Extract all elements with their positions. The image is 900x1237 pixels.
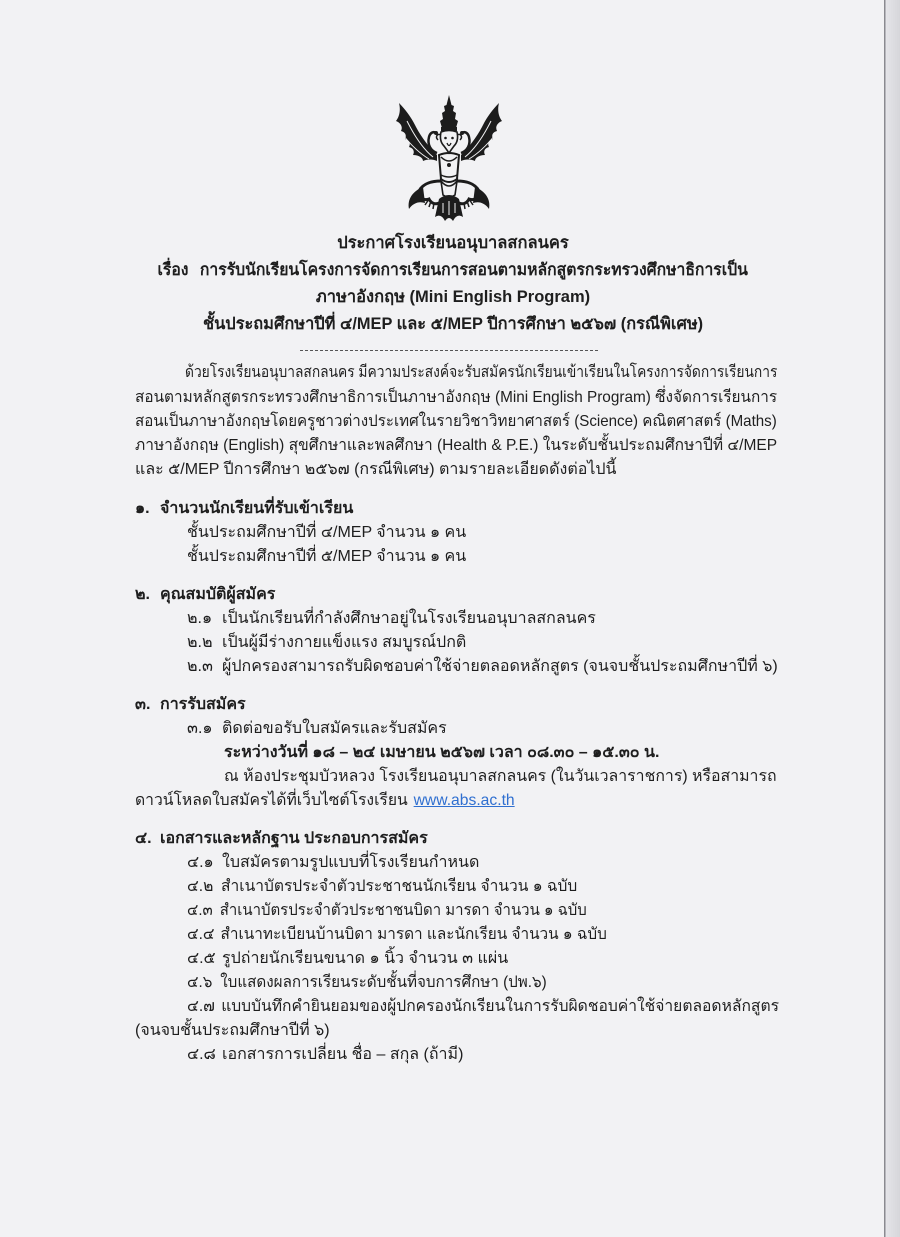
subject-label: เรื่อง	[157, 261, 189, 279]
section-title: คุณสมบัติผู้สมัคร	[160, 586, 276, 603]
list-item	[187, 851, 479, 875]
item-text: สำเนาทะเบียนบ้านบิดา มารดา และนักเรียน จำนวน ๑ ฉบับ	[220, 926, 607, 943]
subject-line-2: ภาษาอังกฤษ (Mini English Program)	[315, 288, 591, 306]
subject-line-1	[158, 258, 748, 282]
intro-line-3: สอนเป็นภาษาอังกฤษโดยครูชาวต่างประเทศในรายวิชาวิทยาศาสตร์ (Science) คณิตศาสตร์ (Maths)	[135, 413, 777, 430]
item-number: ๔.๒	[187, 878, 214, 895]
section-1-heading	[135, 497, 353, 521]
section-title: เอกสารและหลักฐาน ประกอบการสมัคร	[160, 830, 428, 847]
list-item	[187, 971, 547, 995]
list-item	[187, 947, 508, 971]
list-item: ชั้นประถมศึกษาปีที่ ๔/MEP จำนวน ๑ คน	[187, 524, 467, 541]
list-item	[187, 631, 466, 655]
subject-line-3: ชั้นประถมศึกษาปีที่ ๔/MEP และ ๕/MEP ปีการศึกษา ๒๕๖๗ (กรณีพิเศษ)	[202, 315, 704, 333]
list-item: ชั้นประถมศึกษาปีที่ ๕/MEP จำนวน ๑ คน	[187, 548, 467, 565]
subject-row-2	[6, 285, 900, 309]
list-item	[187, 655, 778, 679]
application-period: ระหว่างวันที่ ๑๘ – ๒๔ เมษายน ๒๕๖๗ เวลา ๐๘.๓๐ – ๑๕.๓๐ น.	[224, 744, 660, 761]
item-text: ผู้ปกครองสามารถรับผิดชอบค่าใช้จ่ายตลอดหลักสูตร (จนจบชั้นประถมศึกษาปีที่ ๖)	[222, 658, 778, 675]
item-number: ๒.๑	[187, 610, 213, 627]
section-number: ๔.	[135, 830, 152, 847]
section-title: จำนวนนักเรียนที่รับเข้าเรียน	[160, 500, 354, 517]
item-text: เอกสารการเปลี่ยน ชื่อ – สกุล (ถ้ามี)	[222, 1046, 464, 1063]
location-line-2	[135, 789, 515, 813]
item-number: ๓.๑	[187, 720, 213, 737]
item-number: ๒.๒	[187, 634, 213, 651]
item-number: ๒.๓	[187, 658, 213, 675]
section-title: การรับสมัคร	[160, 696, 246, 713]
announcement-title-row	[6, 231, 900, 255]
section-4-heading	[135, 827, 428, 851]
item-number: ๔.๕	[187, 950, 216, 967]
list-item	[187, 717, 447, 741]
item-text: สำเนาบัตรประจำตัวประชาชนบิดา มารดา จำนวน ๑ ฉบับ	[219, 902, 587, 919]
item-text: ติดต่อขอรับใบสมัครและรับสมัคร	[222, 720, 447, 737]
scan-edge	[884, 0, 900, 1237]
item-number: ๔.๖	[187, 974, 213, 991]
item-text: ใบสมัครตามรูปแบบที่โรงเรียนกำหนด	[222, 854, 480, 871]
garuda-emblem	[393, 95, 505, 228]
section-number: ๒.	[135, 586, 150, 603]
list-item	[187, 923, 607, 947]
item-text: เป็นนักเรียนที่กำลังศึกษาอยู่ในโรงเรียนอนุบาลสกลนคร	[222, 610, 596, 627]
list-item	[187, 995, 779, 1019]
item-number: ๔.๑	[187, 854, 214, 871]
header-divider	[300, 350, 598, 351]
section-2-heading	[135, 583, 275, 607]
subject-row-3	[6, 312, 900, 336]
location-line-1: ณ ห้องประชุมบัวหลวง โรงเรียนอนุบาลสกลนคร (ในวันเวลาราชการ) หรือสามารถ	[224, 768, 777, 785]
subject-row	[6, 258, 900, 282]
intro-line-2: สอนตามหลักสูตรกระทรวงศึกษาธิการเป็นภาษาอังกฤษ (Mini English Program) ซึ่งจัดการเรียนการ	[135, 389, 778, 406]
section-3-heading	[135, 693, 246, 717]
intro-line-1: ด้วยโรงเรียนอนุบาลสกลนคร มีความประสงค์จะรับสมัครนักเรียนเข้าเรียนในโครงการจัดการเรียนการ	[185, 364, 778, 381]
item-number: ๔.๗	[187, 998, 215, 1015]
subject-text: การรับนักเรียนโครงการจัดการเรียนการสอนตามหลักสูตรกระทรวงศึกษาธิการเป็น	[200, 261, 749, 279]
item-number: ๔.๘	[187, 1046, 216, 1063]
list-item	[187, 607, 596, 631]
list-item	[187, 1043, 463, 1067]
item-number: ๔.๓	[187, 902, 213, 919]
item-text: รูปถ่ายนักเรียนขนาด ๑ นิ้ว จำนวน ๓ แผ่น	[222, 950, 509, 967]
item-text: เป็นผู้มีร่างกายแข็งแรง สมบูรณ์ปกติ	[222, 634, 467, 651]
section-number: ๑.	[135, 500, 150, 517]
list-item	[187, 899, 587, 923]
intro-line-4: ภาษาอังกฤษ (English) สุขศึกษาและพลศึกษา (Health & P.E.) ในระดับชั้นประถมศึกษาปีที่ ๔/MEP	[135, 437, 778, 454]
item-text: แบบบันทึกคำยินยอมของผู้ปกครองนักเรียนในการรับผิดชอบค่าใช้จ่ายตลอดหลักสูตร	[221, 998, 780, 1015]
item-number: ๔.๔	[187, 926, 215, 943]
intro-line-5: และ ๕/MEP ปีการศึกษา ๒๕๖๗ (กรณีพิเศษ) ตามรายละเอียดดังต่อไปนี้	[135, 461, 617, 478]
list-item	[187, 875, 577, 899]
website-link[interactable]: www.abs.ac.th	[413, 792, 515, 809]
announcement-title: ประกาศโรงเรียนอนุบาลสกลนคร	[337, 234, 569, 252]
download-text: ดาวน์โหลดใบสมัครได้ที่เว็บไซต์โรงเรียน	[135, 792, 408, 809]
item-text: ใบแสดงผลการเรียนระดับชั้นที่จบการศึกษา (ปพ.๖)	[220, 974, 547, 991]
list-item-continuation: (จนจบชั้นประถมศึกษาปีที่ ๖)	[135, 1022, 330, 1039]
item-text: สำเนาบัตรประจำตัวประชาชนนักเรียน จำนวน ๑ ฉบับ	[221, 878, 578, 895]
section-number: ๓.	[135, 696, 151, 713]
